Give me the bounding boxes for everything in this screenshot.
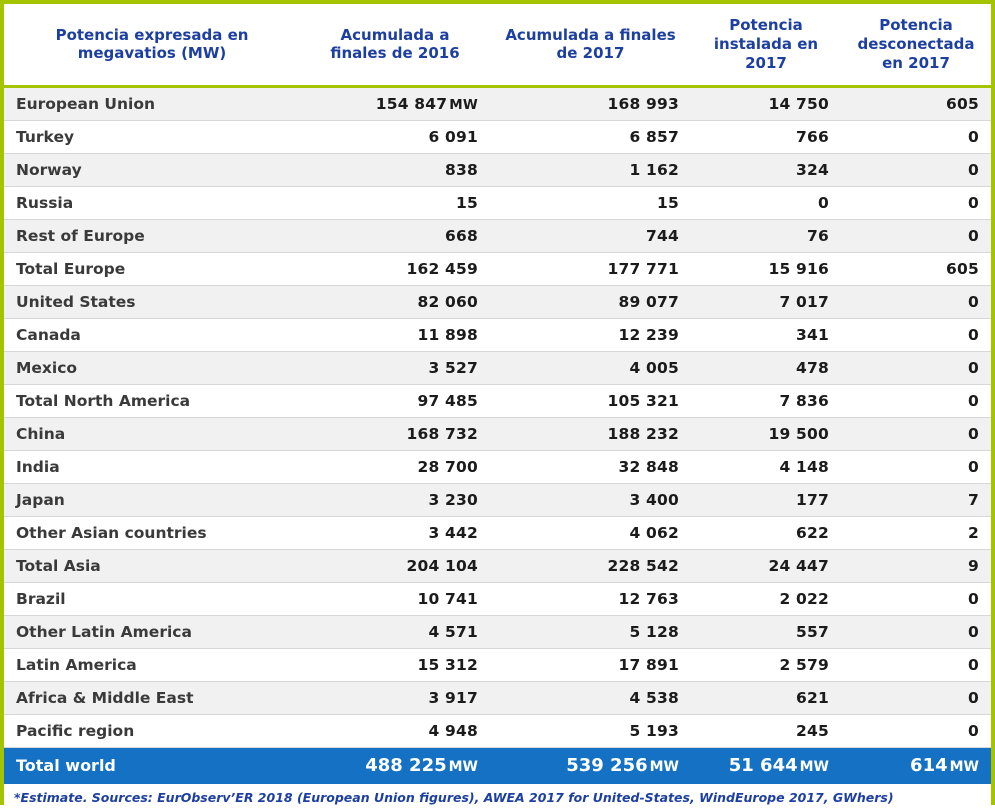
table-row: [4, 582, 991, 615]
table-row: [4, 516, 991, 549]
cell-decommissioned-2017: 0: [841, 582, 991, 615]
cell-decommissioned-2017: 0: [841, 318, 991, 351]
row-label: Total North America: [4, 384, 300, 417]
cell-decommissioned-2017: 0: [841, 648, 991, 681]
cell-cumulative-2017: 168 993: [490, 86, 691, 120]
cell-cumulative-2017: 15: [490, 186, 691, 219]
cell-cumulative-2016: 10 741: [300, 582, 490, 615]
cell-decommissioned-2017: 0: [841, 384, 991, 417]
row-label: European Union: [4, 86, 300, 120]
footnote-sources: Sources: EurObserv’ER 2018 (European Union figures), AWEA 2017 for United-States, WindEurope 2017, GWhers): [91, 789, 894, 805]
cell-decommissioned-2017: 605: [841, 86, 991, 120]
cell-installed-2017: 14 750: [691, 86, 841, 120]
row-label: India: [4, 450, 300, 483]
cell-decommissioned-2017: 0: [841, 714, 991, 747]
cell-cumulative-2016: 4 571: [300, 615, 490, 648]
table-row: [4, 615, 991, 648]
table-row: [4, 318, 991, 351]
cell-cumulative-2016: 6 091: [300, 120, 490, 153]
cell-cumulative-2016: 204 104: [300, 549, 490, 582]
cell-decommissioned-2017: 7: [841, 483, 991, 516]
table-body: [4, 86, 991, 747]
cell-cumulative-2016: 3 917: [300, 681, 490, 714]
cell-installed-2017: 324: [691, 153, 841, 186]
table-row: [4, 483, 991, 516]
row-label: Norway: [4, 153, 300, 186]
table-row: [4, 252, 991, 285]
cell-decommissioned-2017: 0: [841, 153, 991, 186]
cell-installed-2017: 7 017: [691, 285, 841, 318]
cell-cumulative-2016: 3 527: [300, 351, 490, 384]
cell-installed-2017: 15 916: [691, 252, 841, 285]
total-installed-2017: 51 644 MW: [691, 747, 841, 784]
cell-cumulative-2017: 6 857: [490, 120, 691, 153]
cell-installed-2017: 766: [691, 120, 841, 153]
row-label: Pacific region: [4, 714, 300, 747]
cell-installed-2017: 7 836: [691, 384, 841, 417]
row-label: Africa & Middle East: [4, 681, 300, 714]
cell-cumulative-2017: 12 763: [490, 582, 691, 615]
row-label: Canada: [4, 318, 300, 351]
total-unit: MW: [448, 759, 478, 775]
cell-cumulative-2017: 188 232: [490, 417, 691, 450]
row-label: Rest of Europe: [4, 219, 300, 252]
column-header-installed-2017: Potencia instalada en 2017: [691, 4, 841, 86]
cell-decommissioned-2017: 2: [841, 516, 991, 549]
cell-installed-2017: 2 579: [691, 648, 841, 681]
cell-installed-2017: 24 447: [691, 549, 841, 582]
cell-cumulative-2016: 3 442: [300, 516, 490, 549]
column-header-decommissioned-2017: Potencia desconectada en 2017: [841, 4, 991, 86]
row-label: Brazil: [4, 582, 300, 615]
cell-cumulative-2017: 4 062: [490, 516, 691, 549]
cell-decommissioned-2017: 605: [841, 252, 991, 285]
cell-decommissioned-2017: 0: [841, 450, 991, 483]
cell-decommissioned-2017: 0: [841, 219, 991, 252]
column-header-cumulative-2017: Acumulada a finales de 2017: [490, 4, 691, 86]
cell-installed-2017: 341: [691, 318, 841, 351]
cell-cumulative-2017: 4 538: [490, 681, 691, 714]
table-row: [4, 450, 991, 483]
table-row: [4, 648, 991, 681]
row-label: Turkey: [4, 120, 300, 153]
cell-installed-2017: 76: [691, 219, 841, 252]
row-label: Total Asia: [4, 549, 300, 582]
cell-decommissioned-2017: 9: [841, 549, 991, 582]
row-label: Total Europe: [4, 252, 300, 285]
table-row: [4, 351, 991, 384]
cell-cumulative-2016: 838: [300, 153, 490, 186]
cell-unit: MW: [449, 96, 478, 113]
cell-cumulative-2017: 17 891: [490, 648, 691, 681]
table-row: [4, 186, 991, 219]
cell-installed-2017: 478: [691, 351, 841, 384]
total-unit: MW: [799, 759, 829, 775]
cell-cumulative-2017: 744: [490, 219, 691, 252]
cell-decommissioned-2017: 0: [841, 186, 991, 219]
cell-cumulative-2016: 4 948: [300, 714, 490, 747]
cell-installed-2017: 0: [691, 186, 841, 219]
table-row: [4, 714, 991, 747]
cell-cumulative-2017: 12 239: [490, 318, 691, 351]
cell-decommissioned-2017: 0: [841, 351, 991, 384]
cell-cumulative-2017: 4 005: [490, 351, 691, 384]
cell-decommissioned-2017: 0: [841, 681, 991, 714]
total-unit: MW: [649, 759, 679, 775]
cell-cumulative-2016: 82 060: [300, 285, 490, 318]
cell-cumulative-2016: 162 459: [300, 252, 490, 285]
cell-cumulative-2016: 168 732: [300, 417, 490, 450]
cell-decommissioned-2017: 0: [841, 615, 991, 648]
cell-installed-2017: 4 148: [691, 450, 841, 483]
table-row: [4, 384, 991, 417]
total-unit: MW: [949, 759, 979, 775]
table-row: [4, 153, 991, 186]
cell-installed-2017: 621: [691, 681, 841, 714]
cell-cumulative-2016: 154 847 MW: [300, 86, 490, 120]
row-label: Mexico: [4, 351, 300, 384]
cell-installed-2017: 622: [691, 516, 841, 549]
row-label: Other Asian countries: [4, 516, 300, 549]
row-label: United States: [4, 285, 300, 318]
row-label: Other Latin America: [4, 615, 300, 648]
cell-cumulative-2017: 105 321: [490, 384, 691, 417]
table-row: [4, 219, 991, 252]
total-world-row: [4, 747, 991, 784]
table-footer: [4, 747, 991, 784]
cell-cumulative-2017: 5 128: [490, 615, 691, 648]
total-cumulative-2017: 539 256 MW: [490, 747, 691, 784]
cell-cumulative-2017: 1 162: [490, 153, 691, 186]
table-header-row: [4, 4, 991, 86]
cell-installed-2017: 2 022: [691, 582, 841, 615]
cell-installed-2017: 557: [691, 615, 841, 648]
cell-cumulative-2016: 15: [300, 186, 490, 219]
cell-decommissioned-2017: 0: [841, 285, 991, 318]
table-row: [4, 285, 991, 318]
cell-cumulative-2017: 177 771: [490, 252, 691, 285]
table-row: [4, 120, 991, 153]
cell-installed-2017: 177: [691, 483, 841, 516]
cell-decommissioned-2017: 0: [841, 417, 991, 450]
table-row: [4, 681, 991, 714]
cell-installed-2017: 245: [691, 714, 841, 747]
cell-cumulative-2017: 32 848: [490, 450, 691, 483]
cell-cumulative-2016: 28 700: [300, 450, 490, 483]
table-row: [4, 417, 991, 450]
cell-decommissioned-2017: 0: [841, 120, 991, 153]
table-row: [4, 549, 991, 582]
total-decommissioned-2017: 614 MW: [841, 747, 991, 784]
cell-cumulative-2016: 3 230: [300, 483, 490, 516]
total-row-label: Total world: [4, 747, 300, 784]
row-label: Japan: [4, 483, 300, 516]
row-label: Russia: [4, 186, 300, 219]
footnote-estimate: *Estimate.: [14, 789, 88, 805]
total-cumulative-2016: 488 225 MW: [300, 747, 490, 784]
table-header: [4, 4, 991, 86]
row-label: China: [4, 417, 300, 450]
cell-cumulative-2017: 5 193: [490, 714, 691, 747]
power-capacity-table: [4, 4, 991, 784]
cell-cumulative-2016: 11 898: [300, 318, 490, 351]
cell-cumulative-2017: 89 077: [490, 285, 691, 318]
cell-cumulative-2017: 228 542: [490, 549, 691, 582]
cell-cumulative-2016: 97 485: [300, 384, 490, 417]
cell-cumulative-2016: 15 312: [300, 648, 490, 681]
column-header-cumulative-2016: Acumulada a finales de 2016: [300, 4, 490, 86]
table-row: [4, 86, 991, 120]
row-label: Latin America: [4, 648, 300, 681]
cell-cumulative-2016: 668: [300, 219, 490, 252]
column-header-region: Potencia expresada en megavatios (MW): [4, 4, 300, 86]
cell-installed-2017: 19 500: [691, 417, 841, 450]
cell-cumulative-2017: 3 400: [490, 483, 691, 516]
